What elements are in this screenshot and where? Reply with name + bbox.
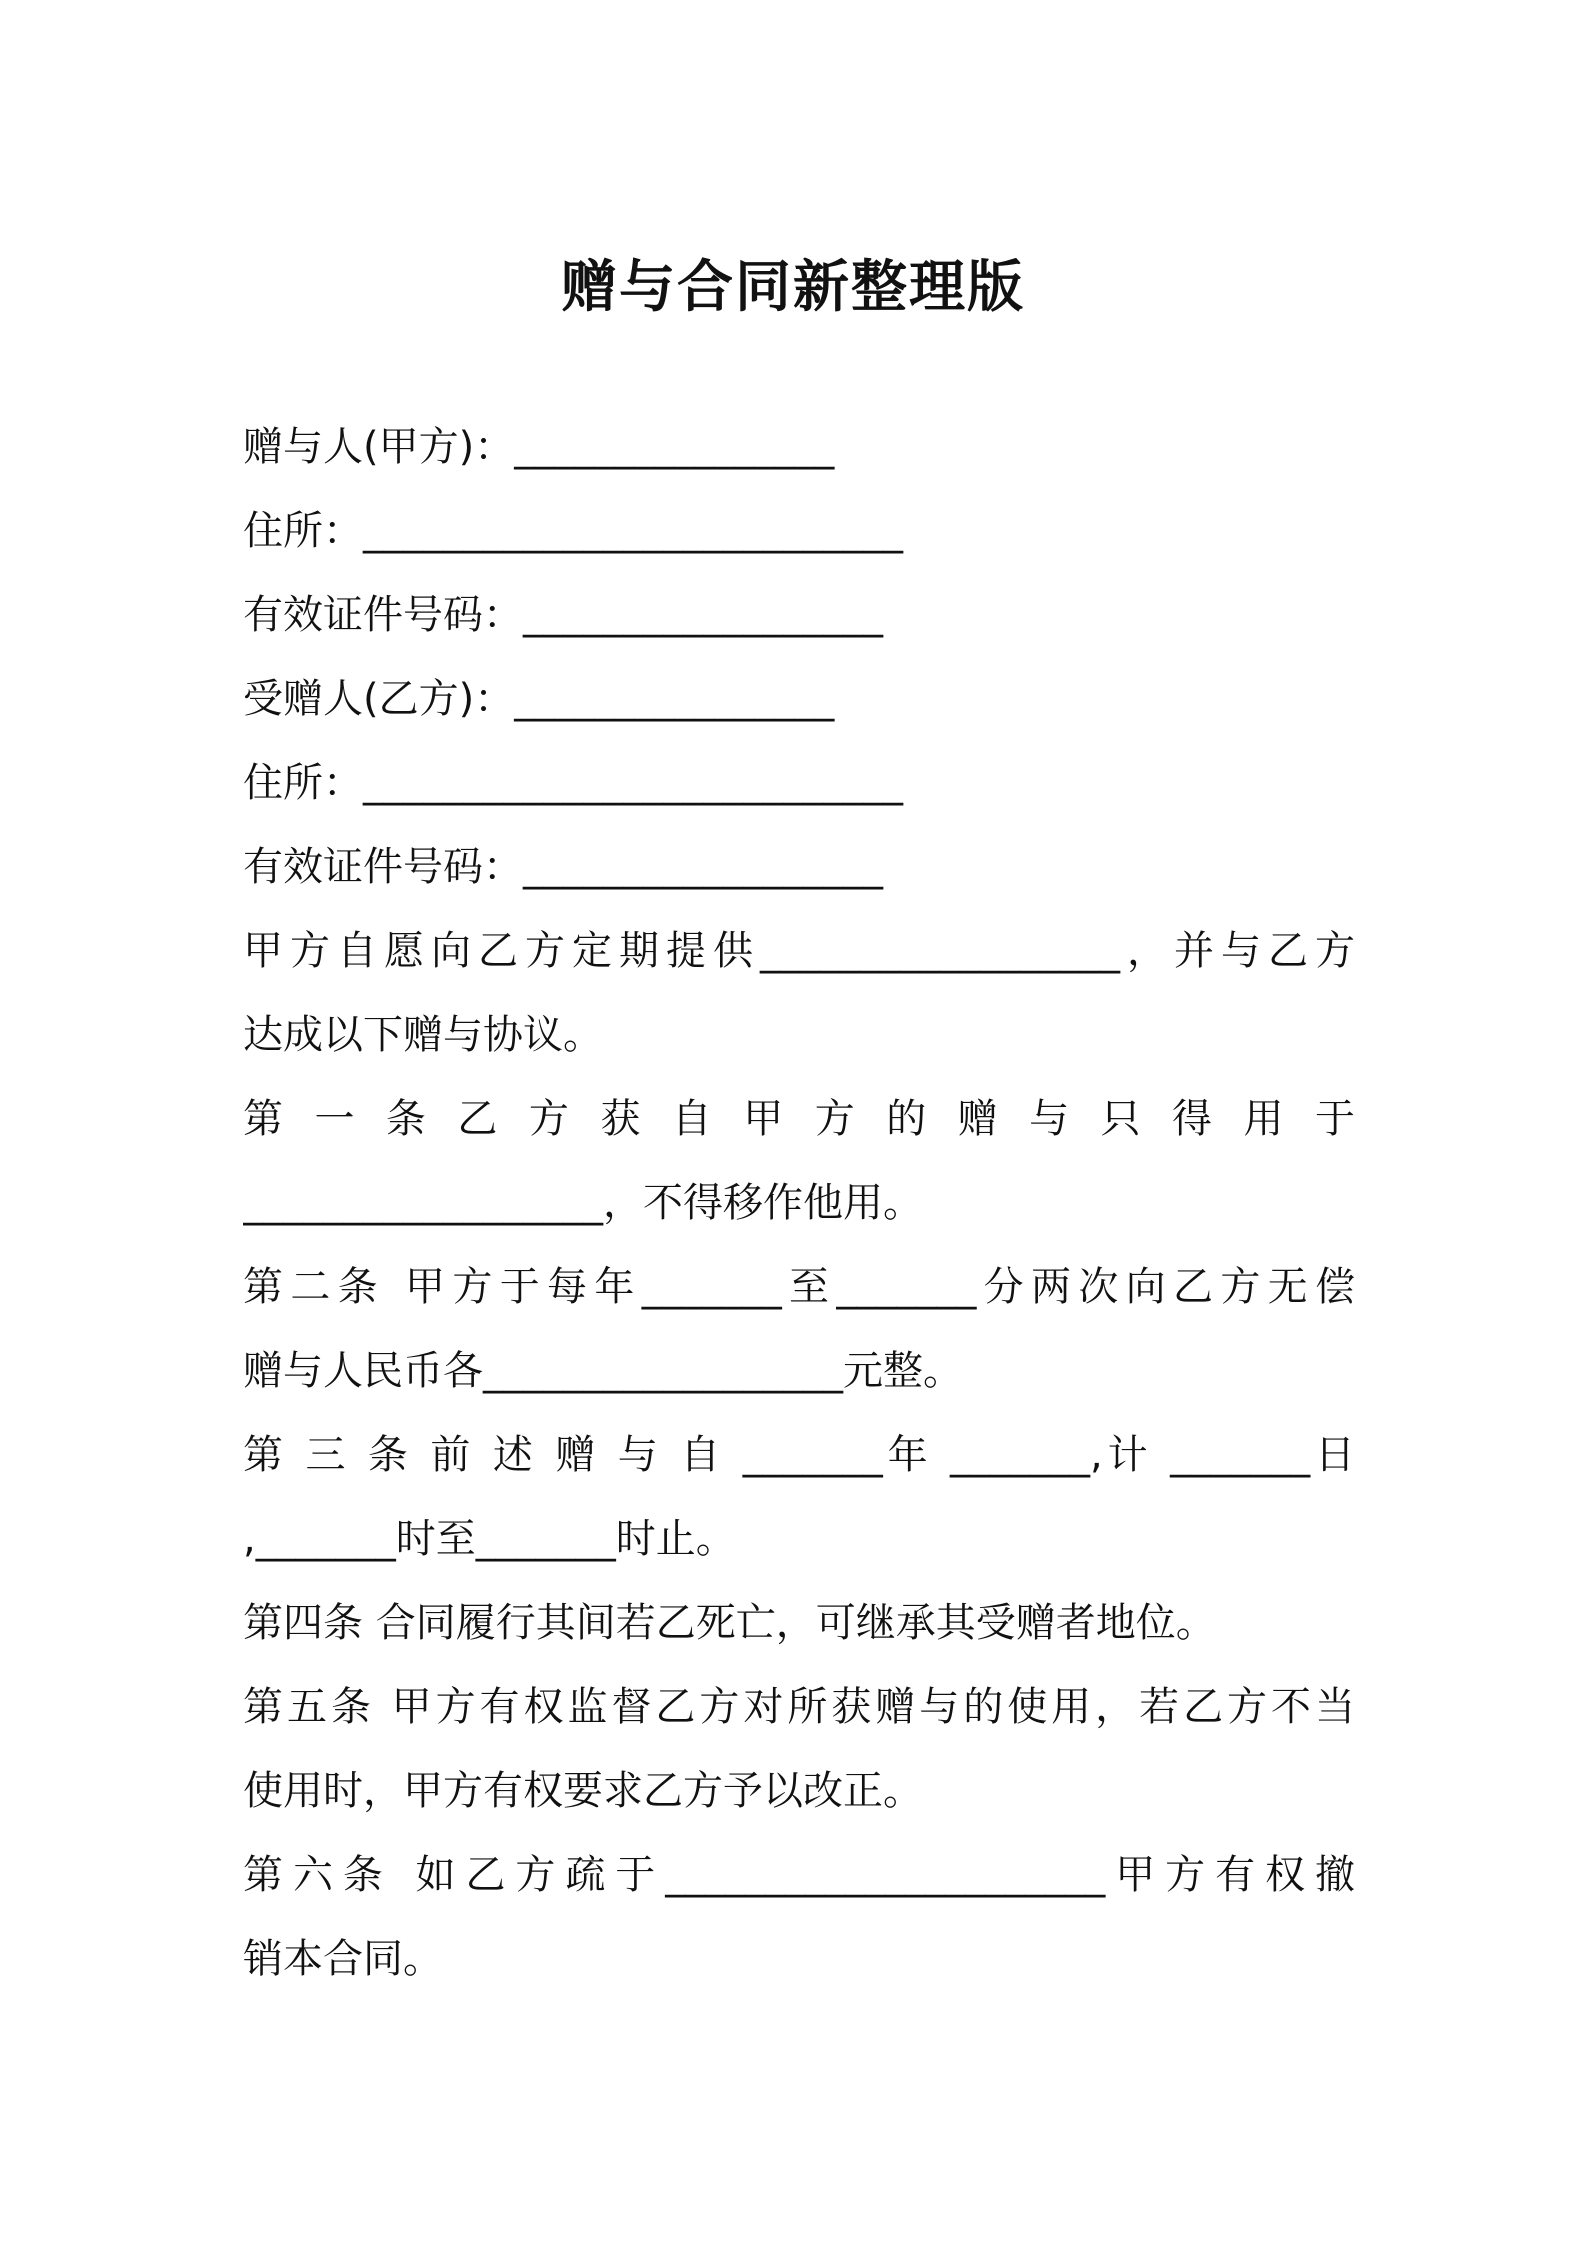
donee-address-line: 住所：___________________________ bbox=[243, 760, 903, 806]
article-2-line-2: 赠与人民币各__________________元整。 bbox=[243, 1348, 963, 1394]
document-title: 赠与合同新整理版 bbox=[561, 255, 1025, 320]
article-4-line: 第四条 合同履行其间若乙死亡，可继承其受赠者地位。 bbox=[243, 1600, 1216, 1646]
article-3-line-2: ,_______时至_______时止。 bbox=[243, 1516, 736, 1562]
preamble-line-1: 甲方自愿向乙方定期提供__________________，并与乙方 bbox=[243, 928, 1355, 974]
donor-address-line: 住所：___________________________ bbox=[243, 508, 903, 554]
donee-name-line: 受赠人(乙方)：________________ bbox=[243, 676, 835, 722]
article-1-line-2: __________________，不得移作他用。 bbox=[243, 1180, 923, 1226]
donee-id-line: 有效证件号码：__________________ bbox=[243, 844, 883, 890]
article-5-line-1: 第五条 甲方有权监督乙方对所获赠与的使用，若乙方不当 bbox=[243, 1684, 1355, 1730]
article-6-line-2: 销本合同。 bbox=[243, 1936, 443, 1982]
donor-id-line: 有效证件号码：__________________ bbox=[243, 592, 883, 638]
document-body bbox=[243, 405, 1355, 2001]
article-2-line-1: 第二条 甲方于每年_______至_______分两次向乙方无偿 bbox=[243, 1264, 1355, 1310]
preamble-line-2: 达成以下赠与协议。 bbox=[243, 1012, 603, 1058]
article-5-line-2: 使用时，甲方有权要求乙方予以改正。 bbox=[243, 1768, 923, 1814]
article-1-line-1: 第 一 条 乙 方 获 自 甲 方 的 赠 与 只 得 用 于 bbox=[243, 1096, 1355, 1142]
donor-name-line: 赠与人(甲方)：________________ bbox=[243, 424, 835, 470]
article-6-line-1: 第六条 如乙方疏于______________________甲方有权撤 bbox=[243, 1852, 1355, 1898]
article-3-line-1: 第 三 条 前 述 赠 与 自 _______年 _______,计 _______日 bbox=[243, 1432, 1355, 1478]
